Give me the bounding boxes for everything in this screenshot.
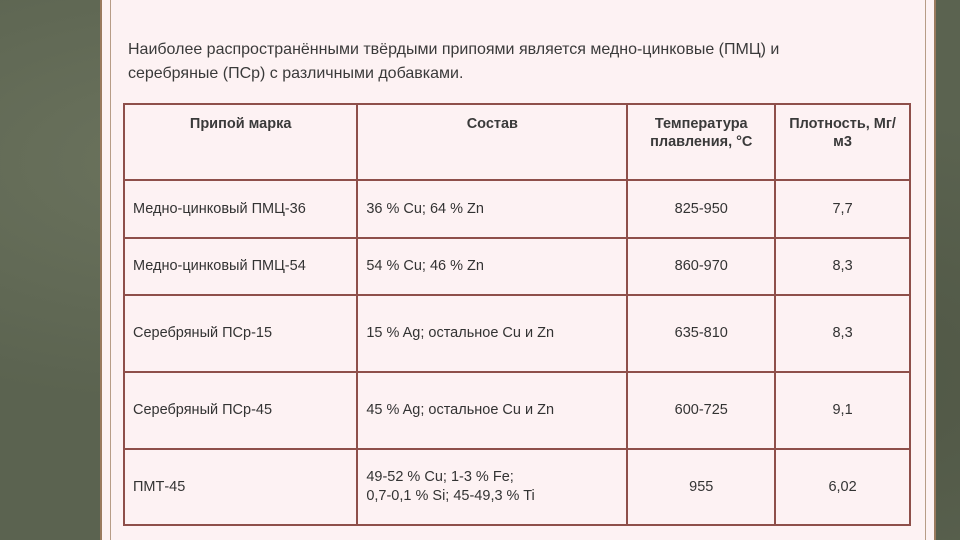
cell-composition bbox=[357, 449, 627, 525]
table-row bbox=[124, 295, 910, 372]
table-row bbox=[124, 238, 910, 295]
cell-brand: Медно-цинковый ПМЦ-54 bbox=[124, 238, 357, 295]
intro-text bbox=[128, 38, 908, 86]
cell-brand: Медно-цинковый ПМЦ-36 bbox=[124, 180, 357, 238]
cell-composition: 15 % Ag; остальное Cu и Zn bbox=[357, 295, 627, 372]
cell-temp: 825-950 bbox=[627, 180, 775, 238]
cell-temp: 955 bbox=[627, 449, 775, 525]
intro-line-1: Наиболее распространёнными твёрдыми припоями является медно-цинковые (ПМЦ) и bbox=[128, 41, 780, 58]
cell-brand: Серебряный ПСр-45 bbox=[124, 372, 357, 449]
cell-composition: 36 % Cu; 64 % Zn bbox=[357, 180, 627, 238]
cell-temp: 860-970 bbox=[627, 238, 775, 295]
composition-line-1: 49-52 % Cu; 1-3 % Fe; bbox=[366, 469, 514, 485]
solder-table bbox=[123, 103, 911, 526]
cell-brand: ПМТ-45 bbox=[124, 449, 357, 525]
cell-composition: 45 % Ag; остальное Cu и Zn bbox=[357, 372, 627, 449]
composition-line-2: 0,7-0,1 % Si; 45-49,3 % Ti bbox=[366, 488, 535, 504]
cell-temp: 635-810 bbox=[627, 295, 775, 372]
header-brand: Припой марка bbox=[124, 104, 357, 180]
cell-density: 7,7 bbox=[775, 180, 910, 238]
cell-composition: 54 % Cu; 46 % Zn bbox=[357, 238, 627, 295]
cell-density: 8,3 bbox=[775, 238, 910, 295]
cell-temp: 600-725 bbox=[627, 372, 775, 449]
table-row bbox=[124, 180, 910, 238]
cell-brand: Серебряный ПСр-15 bbox=[124, 295, 357, 372]
header-density: Плотность, Мг/м3 bbox=[775, 104, 910, 180]
cell-density: 8,3 bbox=[775, 295, 910, 372]
cell-density: 6,02 bbox=[775, 449, 910, 525]
table-row bbox=[124, 372, 910, 449]
header-melting-temp: Температура плавления, °С bbox=[627, 104, 775, 180]
table-row bbox=[124, 449, 910, 525]
intro-line-2: серебряные (ПСр) с различными добавками. bbox=[128, 65, 464, 82]
header-composition: Состав bbox=[357, 104, 627, 180]
cell-density: 9,1 bbox=[775, 372, 910, 449]
table-header-row bbox=[124, 104, 910, 180]
